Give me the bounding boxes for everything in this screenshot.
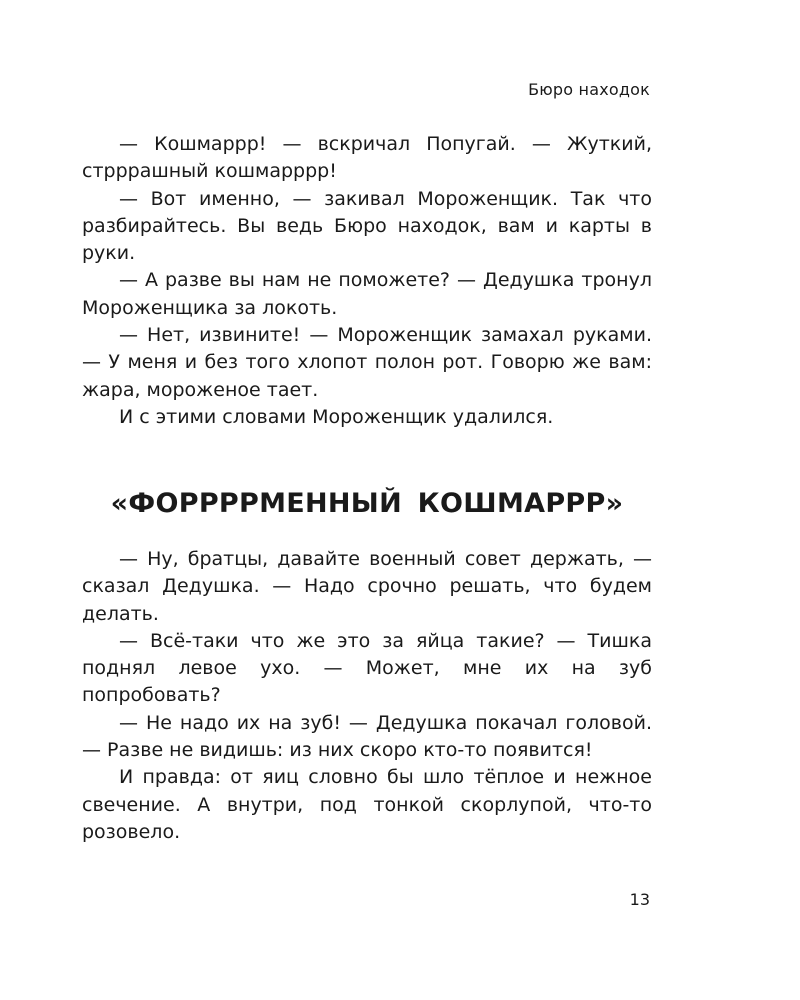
chapter-title: «ФОРРРРМЕННЫЙ КОШМАРРР» bbox=[110, 488, 624, 519]
paragraph: И с этими словами Мороженщик удалился. bbox=[119, 405, 554, 428]
running-header: Бюро находок bbox=[528, 80, 650, 99]
paragraph: — Всё-таки что же это за яйца такие? — Тишка поднял левое ухо. — Может, мне их на зуб попробовать? bbox=[82, 629, 652, 707]
page-number: 13 bbox=[629, 890, 650, 909]
paragraph: — Не надо их на зуб! — Дедушка покачал головой. — Разве не видишь: из них скоро кто-то появится! bbox=[82, 711, 652, 762]
paragraph: — Нет, извините! — Мороженщик замахал руками. — У меня и без того хлопот полон рот. Говорю же вам: жара, мороженое тает. bbox=[82, 324, 652, 401]
text-section-bottom bbox=[82, 546, 652, 846]
paragraph: — Кошмаррр! — вскричал Попугай. — Жуткий, стрррашный кошмарррр! bbox=[82, 133, 652, 183]
text-section-top bbox=[82, 131, 652, 431]
paragraph: — Ну, братцы, давайте военный совет держать, — сказал Дедушка. — Надо срочно решать, что будем делать. bbox=[82, 548, 652, 625]
paragraph: — А разве вы нам не поможете? — Дедушка тронул Мороженщика за локоть. bbox=[82, 269, 652, 319]
paragraph: И правда: от яиц словно бы шло тёплое и нежное свечение. А внутри, под тонкой скорлупой, что-то розовело. bbox=[82, 766, 652, 843]
paragraph: — Вот именно, — закивал Мороженщик. Так что разбирайтесь. Вы ведь Бюро находок, вам и карты в руки. bbox=[82, 187, 652, 265]
